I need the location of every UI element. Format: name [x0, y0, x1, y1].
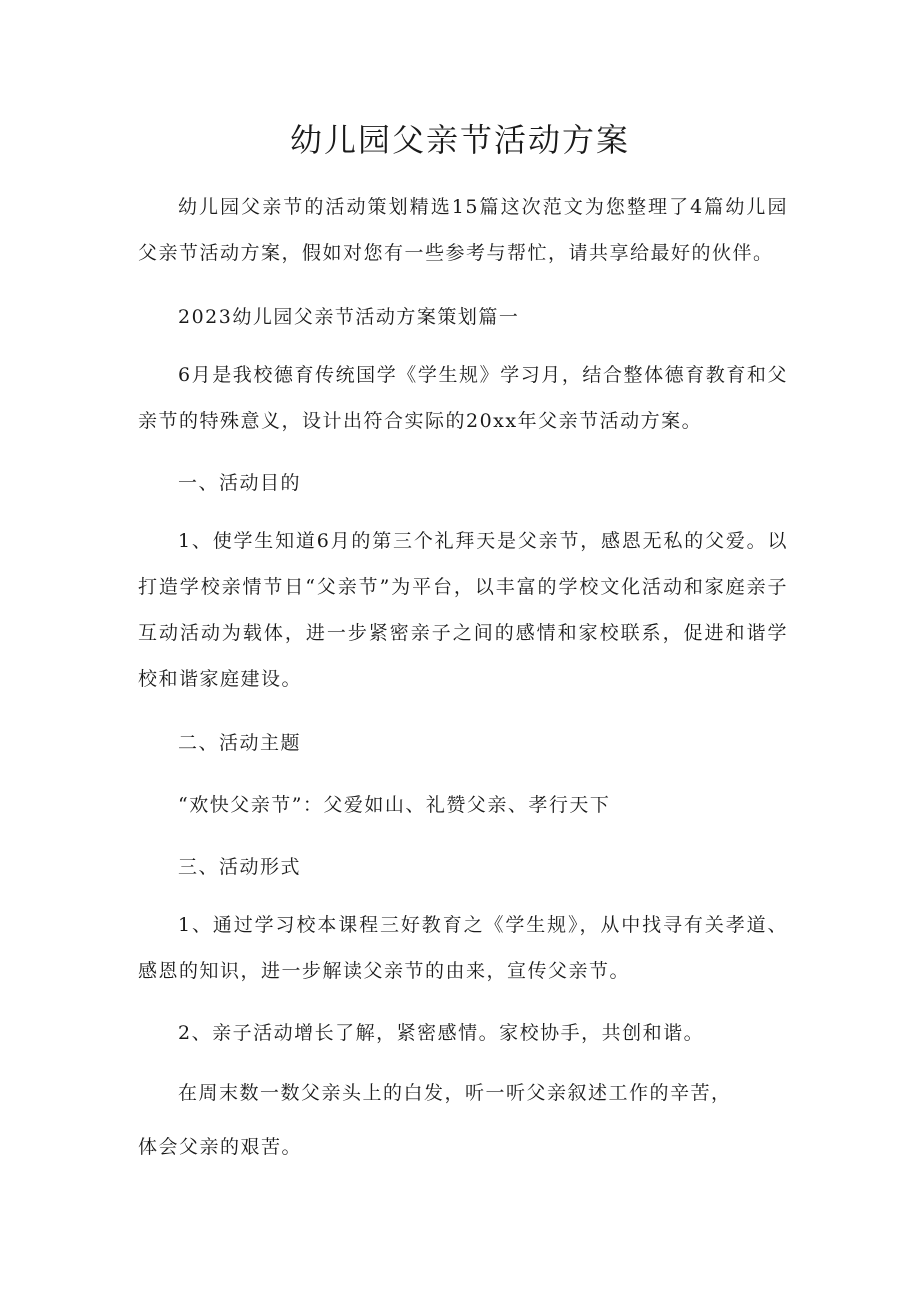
weekend-paragraph: 在周末数一数父亲头上的白发，听一听父亲叙述工作的辛苦， — [178, 1082, 732, 1104]
heading-activity-form: 三、活动形式 — [178, 856, 302, 878]
june-paragraph: 6月是我校德育传统国学《学生规》学习月，结合整体德育教育和父亲节的特殊意义，设计出符合实际的20xx年父亲节活动方案。 — [138, 364, 788, 432]
form-paragraph-1: 1、通过学习校本课程三好教育之《学生规》，从中找寻有关孝道、感恩的知识，进一步解读父亲节的由来，宣传父亲节。 — [138, 914, 788, 982]
document-title: 幼儿园父亲节活动方案 — [289, 121, 630, 159]
intro-paragraph: 幼儿园父亲节的活动策划精选15篇这次范文为您整理了4篇幼儿园父亲节活动方案，假如对您有一些参考与帮忙，请共享给最好的伙伴。 — [138, 196, 788, 264]
section-subtitle: 2023幼儿园父亲节活动方案策划篇一 — [178, 306, 520, 328]
heading-activity-theme: 二、活动主题 — [178, 732, 302, 754]
theme-paragraph: “欢快父亲节”：父爱如山、礼赞父亲、孝行天下 — [178, 794, 611, 816]
heading-activity-goal: 一、活动目的 — [178, 472, 302, 494]
hardship-line: 体会父亲的艰苦。 — [138, 1136, 303, 1158]
goal-paragraph-1: 1、使学生知道6月的第三个礼拜天是父亲节，感恩无私的父爱。以打造学校亲情节日“父亲节”为平台，以丰富的学校文化活动和家庭亲子互动活动为载体，进一步紧密亲子之间的感情和家校联系，促进和谐学校和谐家庭建设。 — [138, 530, 788, 690]
form-paragraph-2: 2、亲子活动增长了解，紧密感情。家校协手，共创和谐。 — [178, 1022, 705, 1044]
